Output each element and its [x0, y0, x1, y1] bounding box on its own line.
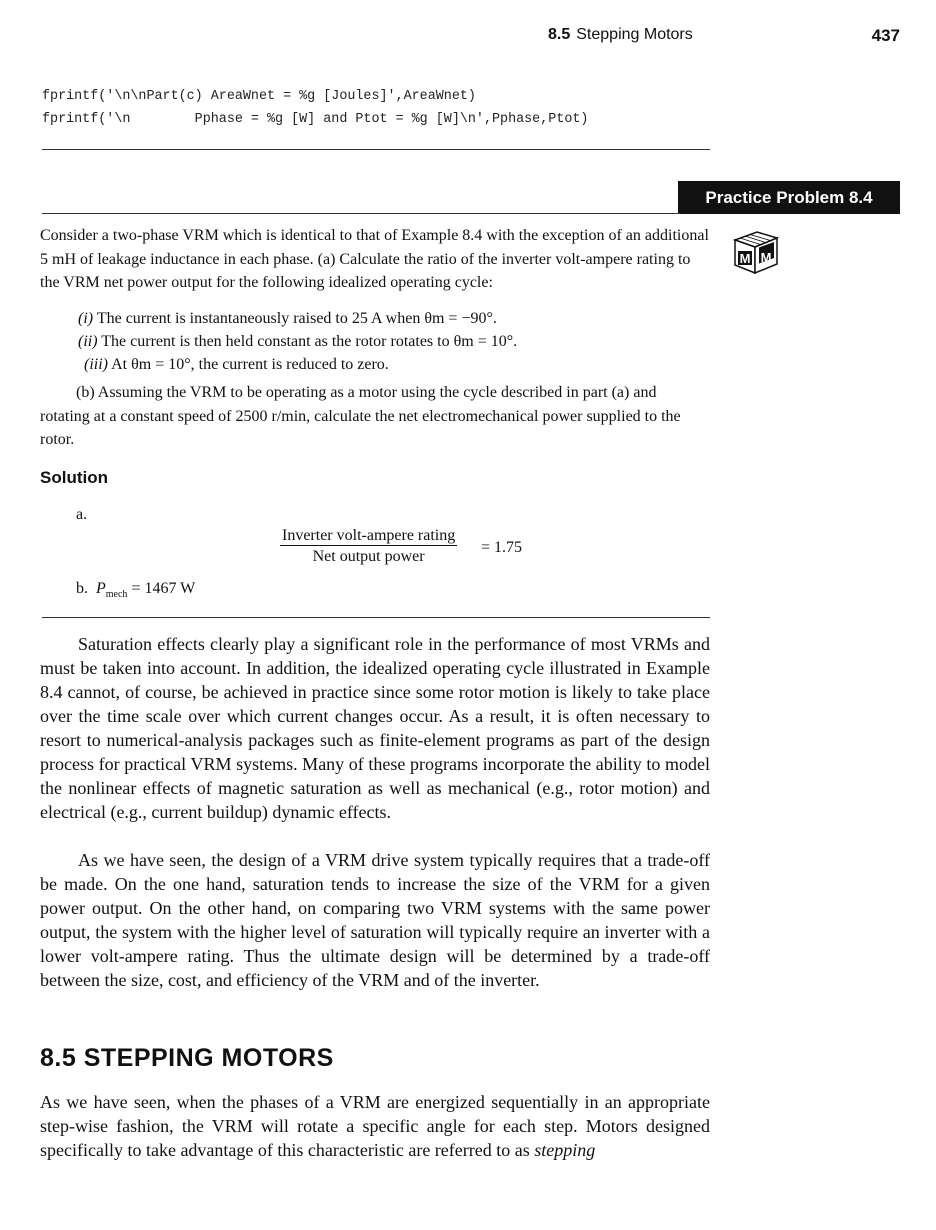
svg-text:M: M [739, 251, 751, 266]
body-paragraph-stepping [40, 1090, 710, 1162]
practice-problem-part-b: (b) Assuming the VRM to be operating as a motor using the cycle described in part (a) and rotating at a constant speed of 2500 r/min, calculate the net electromechanical power supplied to the rotor. [40, 384, 681, 448]
stepping-italic-term: stepping [534, 1140, 596, 1160]
power-subscript: mech [105, 589, 128, 601]
code-line-1: fprintf('\n\nPart(c) AreaWnet = %g [Joules]',AreaWnet) [42, 89, 476, 104]
cycle-step-2 [78, 330, 517, 353]
body-paragraph-tradeoff: As we have seen, the design of a VRM drive system typically requires that a trade-off be made. On the one hand, saturation tends to increase the size of the VRM for a given power output. On the other hand, on comparing two VRM systems with the same power output, the system with the higher level of saturation will typically require an inverter with a lower volt-ampere rating. Thus the ultimate design will be determined by a trade-off between the size, cost, and efficiency of the VRM and of the inverter. [40, 850, 710, 990]
solution-fraction [280, 527, 457, 566]
svg-text:M: M [760, 250, 772, 265]
solution-heading: Solution [40, 468, 108, 487]
cycle-step-marker: (iii) [84, 356, 108, 373]
cycle-step-1 [78, 307, 497, 330]
section-title: Stepping Motors [576, 26, 693, 43]
section-number: 8.5 [548, 26, 571, 43]
cycle-step-marker: (ii) [78, 333, 98, 350]
fraction-result: = 1.75 [481, 539, 523, 556]
cycle-step-marker: (i) [78, 310, 94, 327]
cycle-step-3 [84, 353, 389, 376]
page-number: 437 [871, 26, 900, 45]
cycle-step-text: The current is instantaneously raised to 25 A when θm = −90°. [96, 310, 497, 327]
fraction-denominator: Net output power [312, 548, 425, 565]
fraction-numerator: Inverter volt-ampere rating [282, 527, 456, 544]
solution-part-b-label: b. [76, 580, 88, 597]
section-heading: 8.5 STEPPING MOTORS [40, 1044, 334, 1072]
solution-part-b [76, 580, 195, 600]
body-paragraph-saturation: Saturation effects clearly play a significant role in the performance of most VRMs and must be taken into account. In addition, the idealized operating cycle illustrated in Example 8.4 cannot, of course, be achieved in practice since some rotor motion is likely to take place over the time scale over which current changes occur. As a result, it is often necessary to resort to numerical-analysis packages such as finite-element programs as part of the design process for practical VRM systems. Many of these programs incorporate the ability to model the nonlinear effects of magnetic saturation as well as mechanical (e.g., rotor motion) and electrical (e.g., current buildup) dynamic effects. [40, 634, 710, 822]
practice-problem-intro: Consider a two-phase VRM which is identical to that of Example 8.4 with the exception of an additional 5 mH of leakage inductance in each phase. (a) Calculate the ratio of the inverter volt-ampere rating to the VRM net power output for the following idealized operating cycle: [40, 227, 709, 291]
solution-part-a-label: a. [76, 506, 88, 523]
running-header-section [548, 26, 693, 44]
cycle-step-text: At θm = 10°, the current is reduced to zero. [111, 356, 389, 373]
practice-problem-banner: Practice Problem 8.4 [678, 181, 900, 214]
cycle-step-text: The current is then held constant as the rotor rotates to θm = 10°. [101, 333, 518, 350]
power-symbol: P [96, 580, 106, 597]
code-line-2: fprintf('\n Pphase = %g [W] and Ptot = %g [W]\n',Pphase,Ptot) [42, 112, 589, 127]
stepping-paragraph-text: As we have seen, when the phases of a VRM are energized sequentially in an appropriate step-wise fashion, the VRM will rotate a specific angle for each step. Motors designed specifically to take advantage of this characteristic are referred to as [40, 1092, 710, 1160]
power-value: = 1467 W [131, 580, 196, 597]
code-divider [42, 149, 710, 150]
practice-problem-divider [42, 213, 680, 214]
matlab-mm-cube-icon [730, 226, 780, 276]
practice-problem-end-divider [42, 617, 710, 618]
